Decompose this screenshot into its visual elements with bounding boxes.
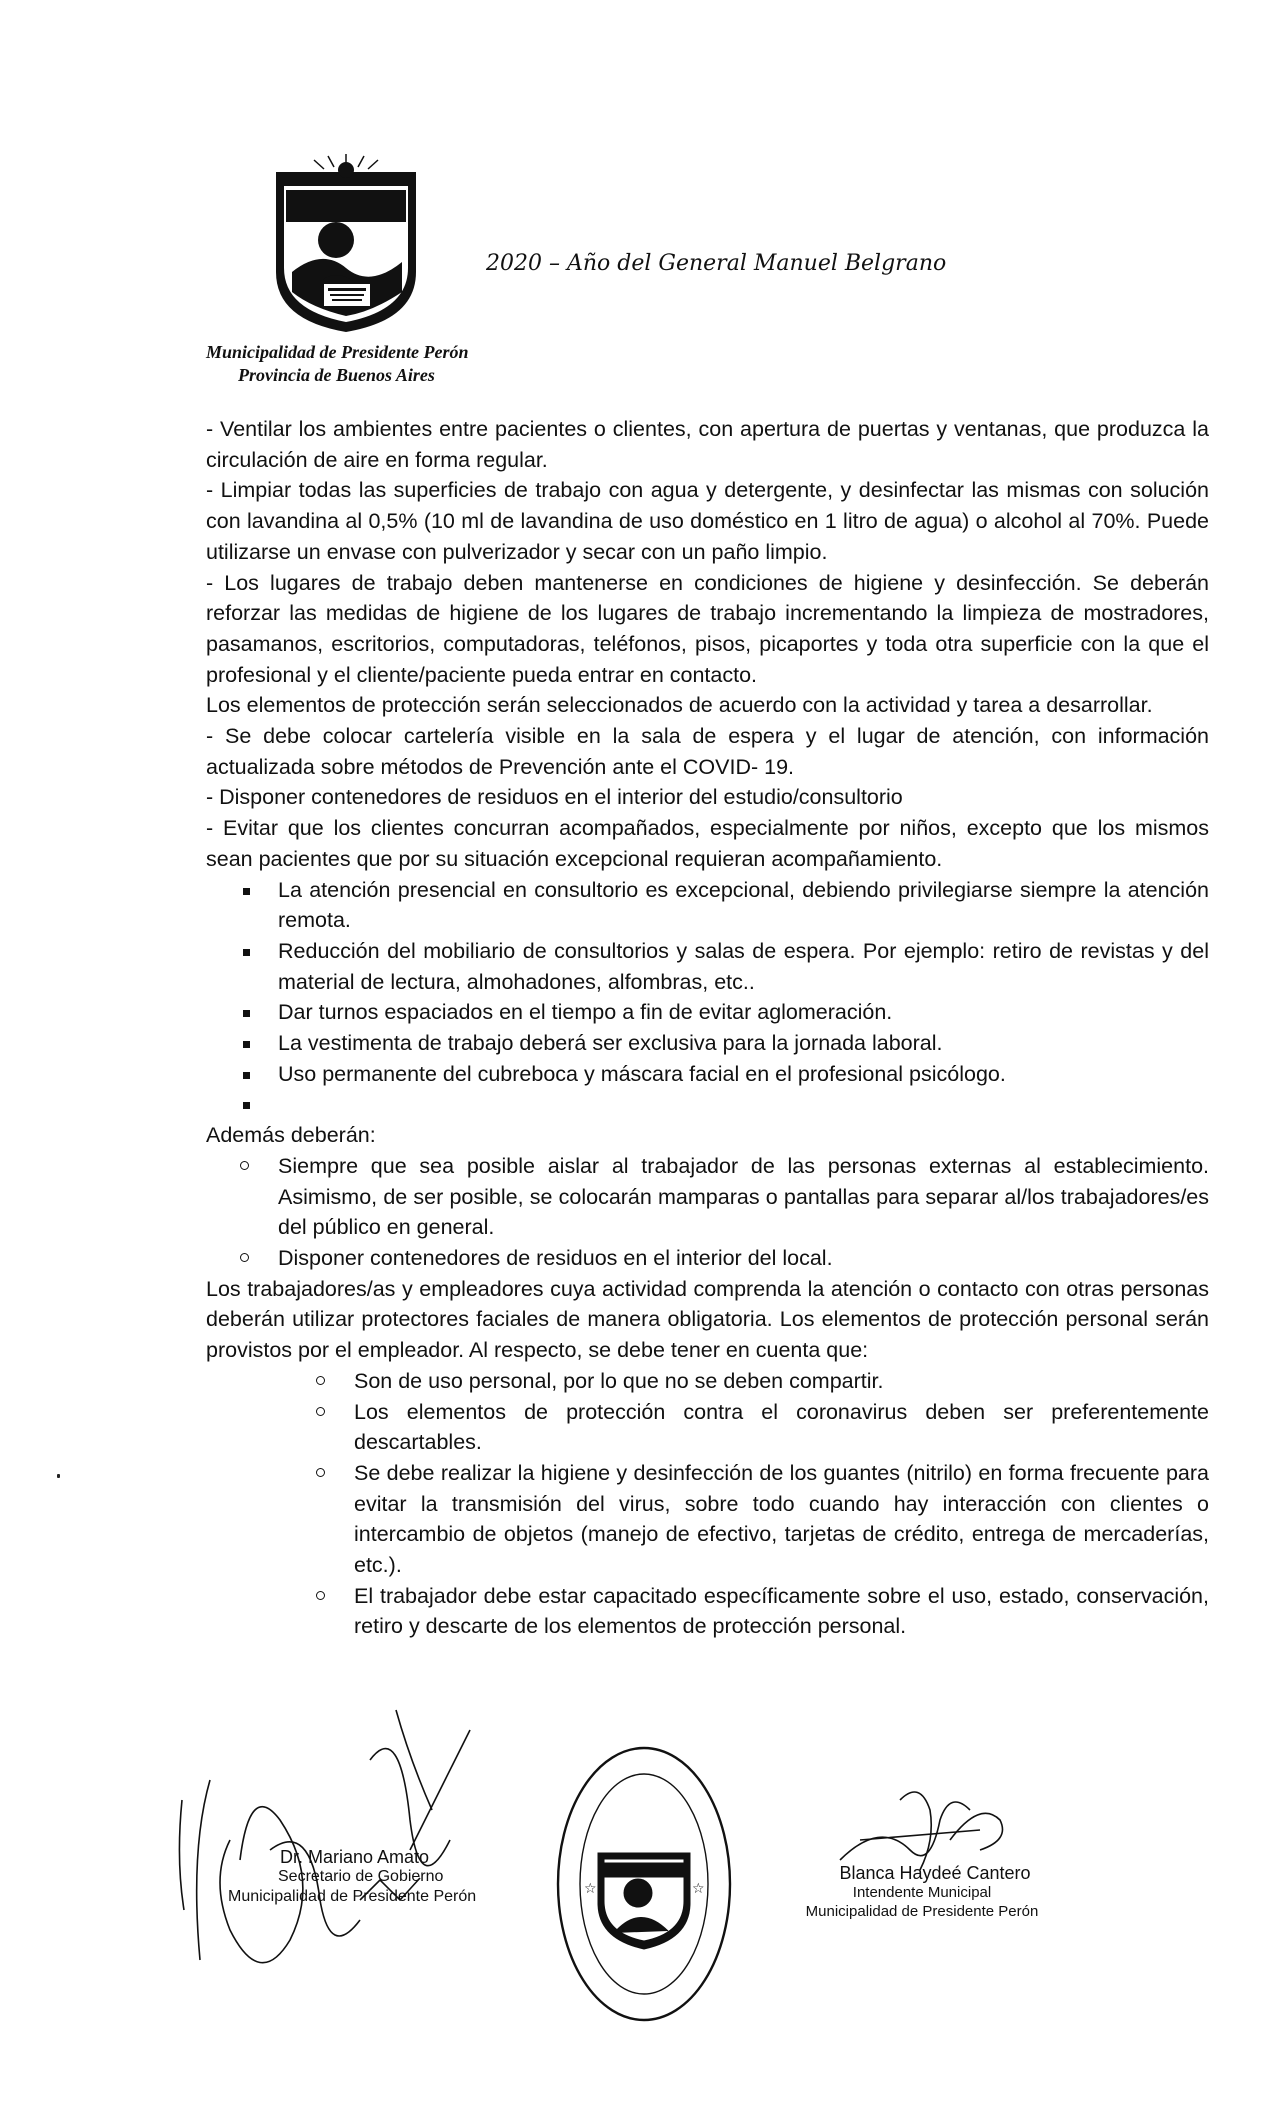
list-item: Son de uso personal, por lo que no se deben compartir. <box>354 1366 1209 1397</box>
paragraph-hygiene: - Los lugares de trabajo deben mantenerse en condiciones de higiene y desinfección. Se deberán reforzar las medidas de higiene de los lugares de trabajo incrementando la limpieza de mostradores, pasamanos, escritorios, computadoras, teléfonos, pisos, picaportes y toda otra superficie con la que el profesional y el cliente/paciente pueda entrar en contacto. <box>206 570 1209 687</box>
list-item: Los elementos de protección contra el coronavirus deben ser preferentemente descartables. <box>354 1397 1209 1458</box>
list-item: El trabajador debe estar capacitado específicamente sobre el uso, estado, conservación, retiro y descarte de los elementos de protección personal. <box>354 1581 1209 1642</box>
square-bullet-icon <box>243 949 250 956</box>
list-item: La vestimenta de trabajo deberá ser exclusiva para la jornada laboral. <box>278 1028 1209 1059</box>
list-item: Reducción del mobiliario de consultorios y salas de espera. Por ejemplo: retiro de revistas y del material de lectura, almohadones, alfombras, etc.. <box>278 936 1209 997</box>
svg-text:☆: ☆ <box>584 1881 597 1897</box>
circle-bullet-icon <box>316 1407 325 1416</box>
right-signature-block <box>772 1864 1072 1921</box>
scan-speck <box>57 1474 60 1478</box>
year-motto: 2020 – Año del General Manuel Belgrano <box>486 251 947 276</box>
left-signature-block <box>228 1847 476 1907</box>
svg-text:☆: ☆ <box>692 1881 705 1897</box>
official-seal-icon <box>554 1743 734 2025</box>
square-bullet-icon <box>243 1010 250 1017</box>
province-name: Provincia de Buenos Aires <box>238 365 435 385</box>
square-bullet-icon <box>243 1102 250 1109</box>
circle-bullet-icon <box>316 1376 325 1385</box>
paragraph-signage: - Se debe colocar cartelería visible en la sala de espera y el lugar de atención, con información actualizada sobre métodos de Prevención ante el COVID- 19. <box>206 724 1209 779</box>
list-item: Uso permanente del cubreboca y máscara facial en el profesional psicólogo. <box>278 1059 1209 1090</box>
list-item: Dar turnos espaciados en el tiempo a fin de evitar aglomeración. <box>278 997 1209 1028</box>
right-signer-title: Intendente Municipal <box>852 1884 992 1901</box>
right-signer-name: Blanca Haydeé Cantero <box>839 1863 1031 1883</box>
paragraph-face-protectors: Los trabajadores/as y empleadores cuya actividad comprenda la atención o contacto con otras personas deberán utilizar protectores faciales de manera obligatoria. Los elementos de protección personal serán provistos por el empleador. Al respecto, se debe tener en cuenta que: <box>206 1276 1209 1363</box>
list-item: Se debe realizar la higiene y desinfección de los guantes (nitrilo) en forma frecuente para evitar la transmisión del virus, sobre todo cuando hay interacción con clientes o intercambio de objetos (manejo de efectivo, tarjetas de crédito, entrega de mercaderías, etc.). <box>354 1458 1209 1581</box>
square-bullet-icon <box>243 888 250 895</box>
circle-bullet-list-1 <box>206 1151 1209 1274</box>
paragraph-protection-elements: Los elementos de protección serán seleccionados de acuerdo con la actividad y tarea a desarrollar. <box>206 693 1153 718</box>
paragraph-waste-containers: - Disponer contenedores de residuos en el interior del estudio/consultorio <box>206 785 903 810</box>
municipality-header <box>206 341 469 387</box>
list-item: Disponer contenedores de residuos en el interior del local. <box>278 1243 1209 1274</box>
list-item: Siempre que sea posible aislar al trabajador de las personas externas al establecimiento. Asimismo, de ser posible, se colocarán mamparas o pantallas para separar al/los trabajadores/es del público en general. <box>278 1151 1209 1243</box>
circle-bullet-icon <box>240 1161 249 1170</box>
circle-bullet-icon <box>240 1253 249 1262</box>
square-bullet-icon <box>243 1041 250 1048</box>
list-item-empty <box>278 1089 1209 1120</box>
circle-bullet-icon <box>316 1591 325 1600</box>
left-signer-org: Municipalidad de Presidente Perón <box>228 1888 477 1905</box>
paragraph-companions: - Evitar que los clientes concurran acompañados, especialmente por niños, excepto que los mismos sean pacientes que por su situación excepcional requieran acompañamiento. <box>206 816 1209 871</box>
paragraph-ademas: Además deberán: <box>206 1123 376 1148</box>
left-signer-name: Dr. Mariano Amato <box>280 1847 430 1867</box>
municipality-name: Municipalidad de Presidente Perón <box>206 342 469 362</box>
right-signer-org: Municipalidad de Presidente Perón <box>805 1903 1039 1920</box>
list-item: La atención presencial en consultorio es excepcional, debiendo privilegiarse siempre la atención remota. <box>278 875 1209 936</box>
circle-bullet-list-2 <box>206 1366 1209 1642</box>
left-signer-title: Secretario de Gobierno <box>278 1868 444 1885</box>
left-signature-icon <box>170 1700 530 1990</box>
paragraph-ventilation: - Ventilar los ambientes entre pacientes o clientes, con apertura de puertas y ventanas, que produzca la circulación de aire en forma regular. <box>206 417 1209 472</box>
paragraph-cleaning: - Limpiar todas las superficies de trabajo con agua y detergente, y desinfectar las mismas con solución con lavandina al 0,5% (10 ml de lavandina de uso doméstico en 1 litro de agua) o alcohol al 70%. Puede utilizarse un envase con pulverizador y secar con un paño limpio. <box>206 478 1209 564</box>
square-bullet-list <box>206 875 1209 1121</box>
municipal-crest-icon <box>272 152 420 334</box>
circle-bullet-icon <box>316 1468 325 1477</box>
square-bullet-icon <box>243 1072 250 1079</box>
document-body <box>206 414 1209 1642</box>
